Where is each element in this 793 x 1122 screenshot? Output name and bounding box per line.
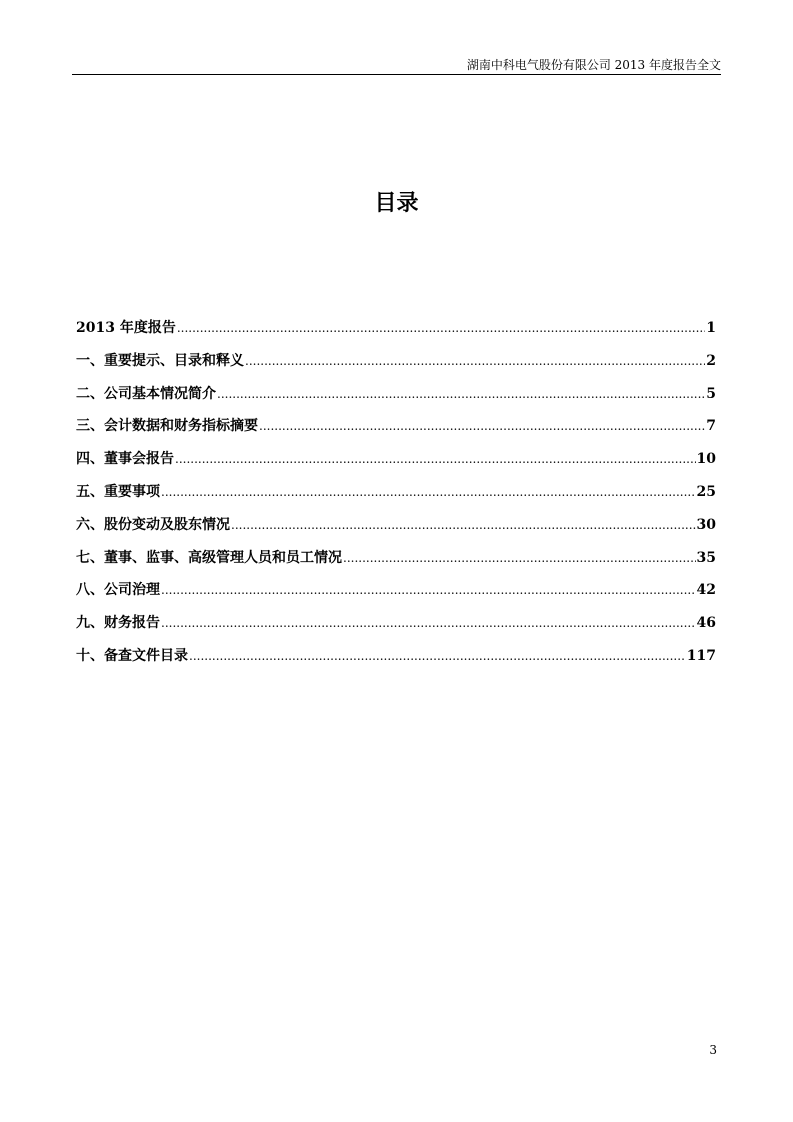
- toc-dot-leader: [259, 416, 705, 436]
- toc-entry[interactable]: [76, 613, 716, 646]
- toc-entry[interactable]: [76, 449, 716, 482]
- toc-dot-leader: [161, 482, 696, 502]
- toc-entry-label: 三、会计数据和财务指标摘要: [76, 418, 258, 435]
- toc-entry-page: 1: [706, 320, 716, 336]
- toc-entry-page: 10: [696, 451, 716, 468]
- toc-entry-page: 30: [696, 516, 716, 533]
- toc-entry-page: 42: [696, 582, 716, 599]
- toc-entry[interactable]: [76, 318, 716, 351]
- toc-entry[interactable]: [76, 548, 716, 581]
- toc-entry-label: 六、股份变动及股东情况: [76, 516, 230, 533]
- toc-entry[interactable]: [76, 351, 716, 384]
- toc-entry[interactable]: [76, 482, 716, 515]
- toc-entry-page: 25: [696, 483, 716, 500]
- page-title: 目录: [374, 190, 419, 216]
- toc-entry-page: 35: [696, 549, 716, 566]
- toc-dot-leader: [175, 449, 696, 469]
- toc-entry-label: 2013 年度报告: [76, 320, 176, 336]
- page-number: 3: [709, 1043, 717, 1057]
- toc-entry-page: 7: [706, 418, 716, 435]
- toc-entry-label: 四、董事会报告: [76, 451, 174, 468]
- toc-entry-label: 八、公司治理: [76, 582, 160, 599]
- toc-dot-leader: [245, 351, 705, 371]
- toc-entry-label: 七、董事、监事、高级管理人员和员工情况: [76, 549, 342, 566]
- toc-entry-label: 一、重要提示、目录和释义: [76, 352, 244, 369]
- toc-dot-leader: [161, 613, 696, 633]
- toc-entry-label: 九、财务报告: [76, 615, 160, 632]
- toc-entry-page: 5: [706, 385, 716, 402]
- toc-dot-leader: [343, 548, 696, 568]
- toc-entry-page: 2: [706, 352, 716, 369]
- toc-dot-leader: [177, 318, 705, 338]
- toc-entry[interactable]: [76, 646, 716, 679]
- table-of-contents: [76, 318, 716, 679]
- toc-entry[interactable]: [76, 515, 716, 548]
- toc-dot-leader: [217, 384, 705, 404]
- toc-entry-label: 五、重要事项: [76, 483, 160, 500]
- toc-dot-leader: [189, 646, 686, 666]
- toc-entry[interactable]: [76, 580, 716, 613]
- toc-entry-page: 46: [696, 615, 716, 632]
- toc-dot-leader: [161, 580, 696, 600]
- page-header: [72, 58, 721, 75]
- toc-entry-label: 十、备查文件目录: [76, 647, 188, 664]
- toc-entry[interactable]: [76, 384, 716, 417]
- header-text: 湖南中科电气股份有限公司 2013 年度报告全文: [466, 58, 721, 72]
- toc-dot-leader: [231, 515, 696, 535]
- toc-entry-page: 117: [686, 647, 716, 664]
- toc-entry-label: 二、公司基本情况简介: [76, 385, 216, 402]
- toc-entry[interactable]: [76, 416, 716, 449]
